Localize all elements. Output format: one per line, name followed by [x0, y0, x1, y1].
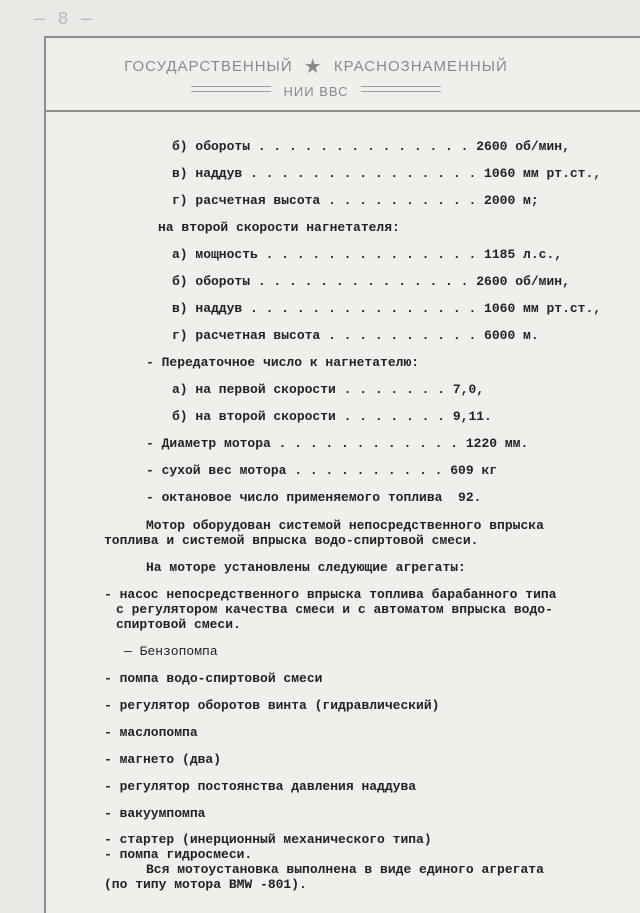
line-14: - октановое число применяемого топлива 92. — [146, 490, 482, 505]
line-9: - Передаточное число к нагнетателю: — [146, 355, 420, 370]
line-7: в) наддув . . . . . . . . . . . . . . . 1060 мм рт.ст., — [172, 301, 602, 316]
letterhead-right: КРАСНОЗНАМЕННЫЙ — [333, 58, 508, 75]
line-17: На моторе установлены следующие агрегаты: — [146, 560, 466, 575]
line-2: в) наддув . . . . . . . . . . . . . . . 1060 мм рт.ст., — [172, 166, 602, 181]
line-18: - насос непосредственного впрыска топлива барабанного типа — [104, 587, 557, 602]
line-24: - маслопомпа — [104, 725, 198, 740]
line-26: - регулятор постоянства давления наддува — [104, 779, 417, 794]
line-27: - вакуумпомпа — [104, 806, 206, 821]
letterhead-org: НИИ ВВС — [283, 84, 349, 99]
line-13: - сухой вес мотора . . . . . . . . . . 609 кг — [146, 463, 498, 478]
line-31: (по типу мотора BMW -801). — [104, 877, 307, 892]
line-21: — Бензопомпа — [124, 644, 218, 659]
line-15: Мотор оборудован системой непосредственного впрыска — [146, 518, 544, 533]
line-16: топлива и системой впрыска водо-спиртовой смеси. — [104, 533, 479, 548]
line-6: б) обороты . . . . . . . . . . . . . . 2600 об/мин, — [172, 274, 570, 289]
line-20: спиртовой смеси. — [116, 617, 241, 632]
line-25: - магнето (два) — [104, 752, 222, 767]
rule-left — [191, 86, 271, 92]
line-12: - Диаметр мотора . . . . . . . . . . . . 1220 мм. — [146, 436, 529, 451]
line-4: на второй скорости нагнетателя: — [158, 220, 400, 235]
line-23: - регулятор оборотов винта (гидравлический) — [104, 698, 440, 713]
rule-right — [361, 86, 441, 92]
letterhead-left: ГОСУДАРСТВЕННЫЙ — [124, 58, 293, 75]
line-19: с регулятором качества смеси и с автоматом впрыска водо- — [116, 602, 553, 617]
line-22: - помпа водо-спиртовой смеси — [104, 671, 323, 686]
page-number: — 8 — — [34, 10, 94, 30]
line-3: г) расчетная высота . . . . . . . . . . 2000 м; — [172, 193, 539, 208]
line-28: - стартер (инерционный механического типа) — [104, 832, 432, 847]
line-5: а) мощность . . . . . . . . . . . . . . 1185 л.с., — [172, 247, 563, 262]
letterhead — [46, 38, 640, 112]
line-8: г) расчетная высота . . . . . . . . . . 6000 м. — [172, 328, 539, 343]
line-1: б) обороты . . . . . . . . . . . . . . 2600 об/мин, — [172, 139, 570, 154]
line-30: Вся мотоустановка выполнена в виде единого агрегата — [146, 862, 544, 877]
line-29: - помпа гидросмеси. — [104, 847, 253, 862]
line-11: б) на второй скорости . . . . . . . 9,11. — [172, 409, 492, 424]
line-10: а) на первой скорости . . . . . . . 7,0, — [172, 382, 485, 397]
letterhead-org-row — [46, 84, 586, 99]
letterhead-title — [46, 54, 586, 79]
star-icon: ★ — [303, 56, 323, 78]
